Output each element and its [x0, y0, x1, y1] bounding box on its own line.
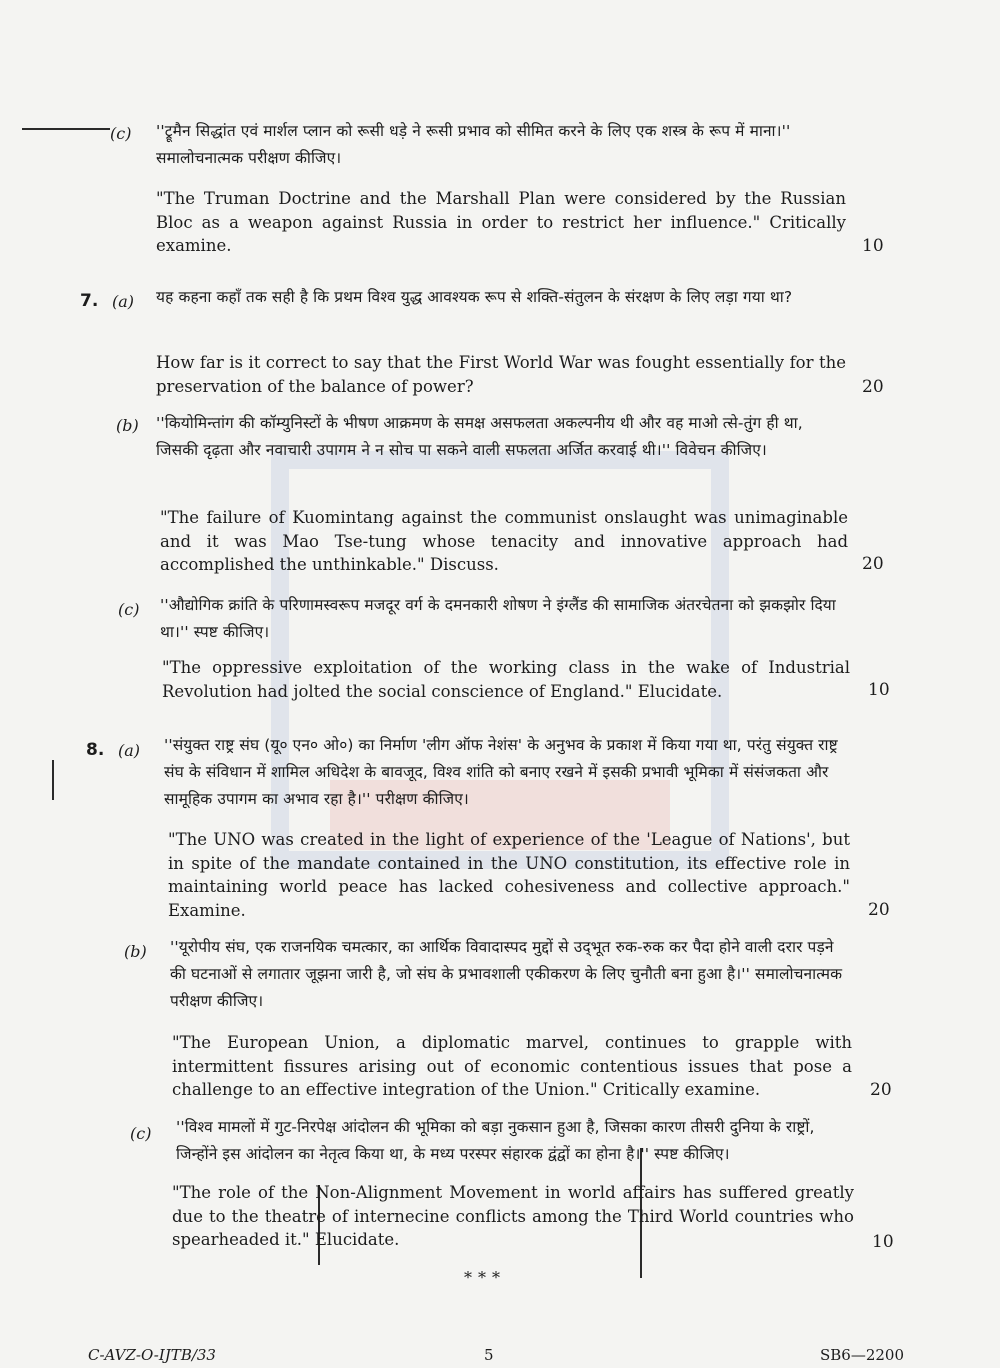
q6c-marks: 10 [862, 236, 884, 256]
q8b-hindi: ''यूरोपीय संघ, एक राजनयिक चमत्कार, का आर्थिक विवादास्पद मुद्दों से उद्‌भूत रुक-रुक कर पैदा होने वाली दरार पड़ने की घटनाओं से लगातार जूझना जारी है, जो संघ के प्रभावशाली एकीकरण के लिए चुनौती बना हुआ है।'' समालोचनात्मक परीक्षण कीजिए। [170, 938, 843, 1010]
footer-code: C-AVZ-O-IJTB/33 [88, 1346, 216, 1364]
q8a-hindi: ''संयुक्त राष्ट्र संघ (यू० एन० ओ०) का निर्माण 'लीग ऑफ नेशंस' के अनुभव के प्रकाश में किया गया था, परंतु संयुक्त राष्ट्र संघ के संविधान में शामिल अधिदेश के बावजूद, विश्व शांति को बनाए रखने में इसकी प्रभावी भूमिका में संसंजकता और सामूहिक उपागम का अभाव रहा है।'' परीक्षण कीजिए। [164, 736, 838, 808]
q6c-label: (c) [110, 124, 132, 143]
q7c-label: (c) [118, 600, 140, 619]
end-marker: *** [464, 1268, 506, 1287]
q6c-english: "The Truman Doctrine and the Marshall Plan were considered by the Russian Bloc as a weapon against Russia in order to restrict her influence." Critically examine. [156, 189, 846, 255]
margin-mark [52, 760, 54, 800]
q7b-label: (b) [116, 416, 139, 435]
q8c-label: (c) [130, 1124, 152, 1143]
q8b-label: (b) [124, 942, 147, 961]
q8b-english: "The European Union, a diplomatic marvel, continues to grapple with intermittent fissures arising out of economic contentious issues that pose a challenge to an effective integration of the Union." Critically examine. [172, 1033, 852, 1099]
q7a-marks: 20 [862, 377, 884, 397]
q7c-marks: 10 [868, 680, 890, 700]
footer-series: SB6—2200 [820, 1346, 905, 1364]
q8-number: 8. [86, 740, 105, 760]
q8c-english: "The role of the Non-Alignment Movement in world affairs has suffered greatly due to the theatre of internecine conflicts among the Third World countries who spearheaded it." Elucidate. [172, 1183, 854, 1249]
q8a-marks: 20 [868, 900, 890, 920]
q7b-marks: 20 [862, 554, 884, 574]
q7b-hindi: ''कियोमिन्तांग की कॉम्युनिस्टों के भीषण आक्रमण के समक्ष असफलता अकल्पनीय थी और वह माओ त्से-तुंग ही था, जिसकी दृढ़ता और नवाचारी उपागम ने न सोच पा सकने वाली सफलता अर्जित करवाई थी।'' विवेचन कीजिए। [156, 414, 803, 459]
q7a-hindi: यह कहना कहाँ तक सही है कि प्रथम विश्व युद्ध आवश्यक रूप से शक्ति-संतुलन के संरक्षण के लिए लड़ा गया था? [156, 288, 793, 306]
margin-mark [22, 128, 110, 130]
q7a-english: How far is it correct to say that the First World War was fought essentially for the preservation of the balance of power? [156, 353, 846, 396]
footer-page-number: 5 [484, 1346, 494, 1364]
q8a-english: "The UNO was created in the light of experience of the 'League of Nations', but in spite of the mandate contained in the UNO constitution, its effective role in maintaining world peace has lacked cohesiveness and collective approach." Examine. [168, 830, 850, 920]
q7a-label: (a) [112, 292, 135, 311]
q8b-marks: 20 [870, 1080, 892, 1100]
q8a-label: (a) [118, 741, 141, 760]
q7-number: 7. [80, 291, 99, 311]
q7c-hindi: ''औद्योगिक क्रांति के परिणामस्वरूप मजदूर वर्ग के दमनकारी शोषण ने इंग्लैंड की सामाजिक अंतरचेतना को झकझोर दिया था।'' स्पष्ट कीजिए। [160, 596, 836, 641]
q8c-marks: 10 [872, 1232, 894, 1252]
q8c-hindi: ''विश्व मामलों में गुट-निरपेक्ष आंदोलन की भूमिका को बड़ा नुकसान हुआ है, जिसका कारण तीसरी दुनिया के राष्ट्रों, जिन्होंने इस आंदोलन का नेतृत्व किया था, के मध्य परस्पर संहारक द्वंद्वों का होना है।'' स्पष्ट कीजिए। [176, 1118, 815, 1163]
q7b-english: "The failure of Kuomintang against the communist onslaught was unimaginable and it was Mao Tse-tung whose tenacity and innovative approach had accomplished the unthinkable." Discuss. [160, 508, 848, 574]
q6c-hindi: ''ट्रूमैन सिद्धांत एवं मार्शल प्लान को रूसी धड़े ने रूसी प्रभाव को सीमित करने के लिए एक शस्त्र के रूप में माना।'' समालोचनात्मक परीक्षण कीजिए। [156, 122, 791, 167]
q7c-english: "The oppressive exploitation of the working class in the wake of Industrial Revolution had jolted the social conscience of England." Elucidate. [162, 658, 850, 701]
